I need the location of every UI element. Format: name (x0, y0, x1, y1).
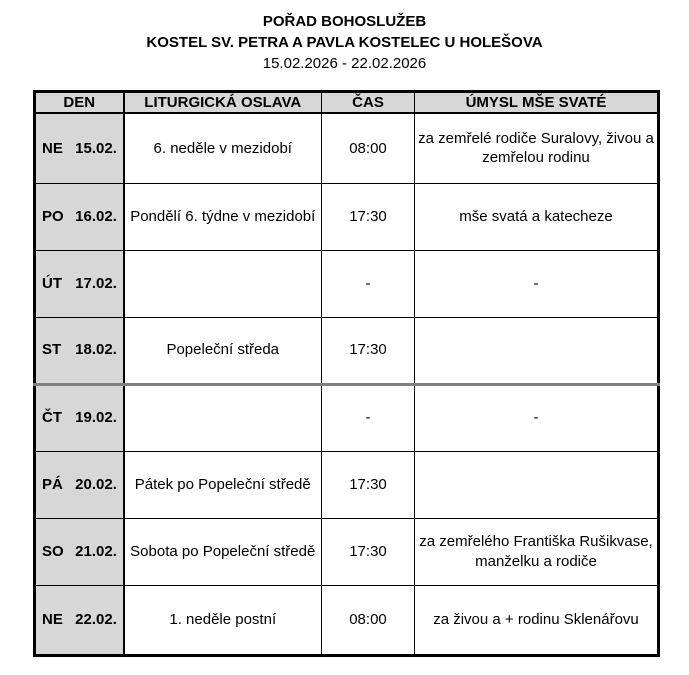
day-abbr: PÁ (42, 475, 63, 493)
celebration-cell: Pondělí 6. týdne v mezidobí (124, 183, 322, 250)
day-abbr: PO (42, 207, 64, 225)
table-row (35, 451, 659, 518)
celebration-cell (124, 250, 322, 317)
column-header-intention: ÚMYSL MŠE SVATÉ (415, 92, 659, 114)
intention-cell: mše svatá a katecheze (415, 183, 659, 250)
time-cell: 08:00 (322, 585, 415, 655)
intention-cell: za zemřelého Františka Rušikvase, manželku a rodiče (415, 518, 659, 585)
time-cell: 08:00 (322, 113, 415, 183)
day-abbr: ST (42, 341, 62, 359)
day-date: 22.02. (75, 610, 117, 628)
day-abbr: NE (42, 610, 63, 628)
time-cell: 17:30 (322, 183, 415, 250)
celebration-cell: Popeleční středa (124, 317, 322, 384)
intention-cell (415, 451, 659, 518)
table-row (35, 518, 659, 585)
date-range: 15.02.2026 - 22.02.2026 (262, 55, 427, 72)
celebration-cell: Sobota po Popeleční středě (124, 518, 322, 585)
day-abbr: NE (42, 139, 63, 157)
time-cell: 17:30 (322, 451, 415, 518)
table-row (35, 384, 659, 451)
table-row (35, 113, 659, 183)
day-cell (35, 113, 124, 183)
intention-cell: - (415, 384, 659, 451)
day-abbr: ÚT (42, 274, 62, 292)
day-cell (35, 451, 124, 518)
day-date: 20.02. (75, 475, 117, 493)
church-name: KOSTEL SV. PETRA A PAVLA KOSTELEC U HOLEŠOVA (146, 34, 543, 51)
table-row (35, 317, 659, 384)
time-cell: - (322, 250, 415, 317)
celebration-cell (124, 384, 322, 451)
intention-cell (415, 317, 659, 384)
table-row (35, 585, 659, 655)
day-date: 21.02. (75, 542, 117, 560)
day-date: 16.02. (75, 207, 117, 225)
day-date: 17.02. (75, 274, 117, 292)
time-cell: 17:30 (322, 317, 415, 384)
table-row (35, 183, 659, 250)
celebration-cell: Pátek po Popeleční středě (124, 451, 322, 518)
day-cell (35, 250, 124, 317)
time-cell: 17:30 (322, 518, 415, 585)
day-cell (35, 317, 124, 384)
day-cell (35, 518, 124, 585)
document-header (0, 0, 689, 75)
intention-cell: za živou a + rodinu Sklenářovu (415, 585, 659, 655)
day-cell (35, 183, 124, 250)
celebration-cell: 6. neděle v mezidobí (124, 113, 322, 183)
column-header-time: ČAS (322, 92, 415, 114)
day-abbr: SO (42, 542, 64, 560)
day-date: 15.02. (75, 139, 117, 157)
time-cell: - (322, 384, 415, 451)
intention-cell: za zemřelé rodiče Suralovy, živou a zemřelou rodinu (415, 113, 659, 183)
schedule-table (33, 90, 660, 657)
table-header-row (35, 92, 659, 114)
day-cell (35, 585, 124, 655)
celebration-cell: 1. neděle postní (124, 585, 322, 655)
column-header-day: DEN (35, 92, 124, 114)
day-cell (35, 384, 124, 451)
table-row (35, 250, 659, 317)
day-date: 19.02. (75, 409, 117, 427)
document-title: POŘAD BOHOSLUŽEB (262, 13, 427, 30)
day-date: 18.02. (75, 341, 117, 359)
column-header-celebration: LITURGICKÁ OSLAVA (124, 92, 322, 114)
day-abbr: ČT (42, 409, 62, 427)
intention-cell: - (415, 250, 659, 317)
